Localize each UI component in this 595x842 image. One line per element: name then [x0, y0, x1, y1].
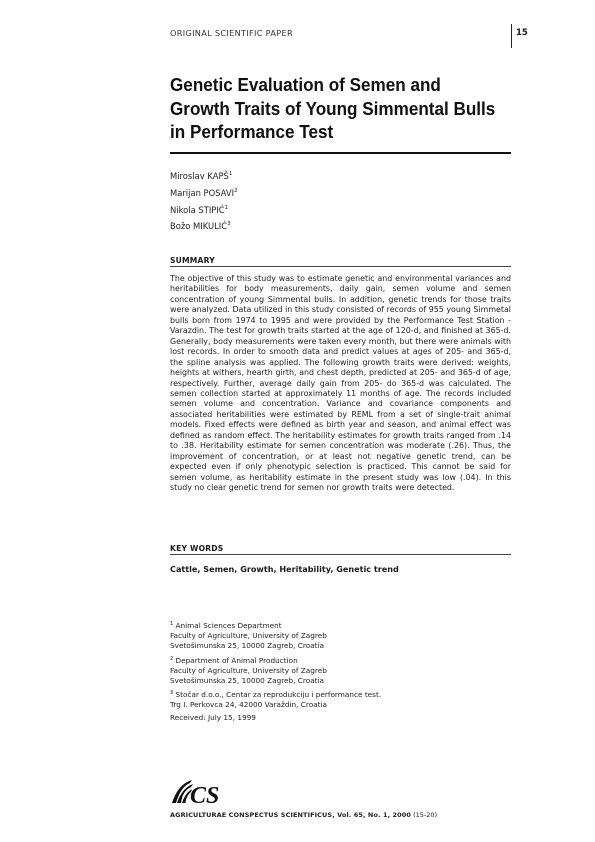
acs-logo-icon [170, 777, 228, 807]
paper-title [170, 73, 496, 144]
affiliation [170, 688, 381, 710]
affil-line: Faculty of Agriculture, University of Zagreb [170, 631, 327, 641]
affil-line: Faculty of Agriculture, University of Zagreb [170, 665, 327, 675]
summary-rule [170, 266, 511, 267]
svg-text:CS: CS [190, 783, 220, 807]
author-affil-mark: 1 [224, 204, 229, 211]
author-affil-mark: 3 [227, 221, 231, 228]
received-date: Received: July 15, 1999 [170, 712, 256, 722]
affil-mark: 1 [170, 621, 174, 627]
affil-line: Department of Animal Production [175, 655, 298, 665]
author [170, 201, 238, 218]
title-line: in Performance Test [170, 121, 334, 142]
author-affil-mark: 2 [234, 187, 238, 194]
page-number: 15 [516, 28, 528, 38]
title-line: Genetic Evaluation of Semen and [170, 74, 441, 95]
keywords-rule [170, 554, 511, 555]
keywords-text: Cattle, Semen, Growth, Heritability, Genetic trend [170, 564, 399, 574]
affil-line: Svetošimunska 25, 10000 Zagreb, Croatia [170, 676, 325, 686]
page-range: (15-20) [413, 811, 438, 819]
author-list [170, 167, 238, 234]
title-line: Growth Traits of Young Simmental Bulls [170, 97, 496, 119]
author-name: Marijan POSAVI [170, 187, 235, 198]
summary-heading: SUMMARY [170, 256, 215, 265]
affiliation [170, 619, 381, 652]
journal-footer [170, 811, 437, 819]
journal-citation: AGRICULTURAE CONSPECTUS SCIENTIFICUS, Vol. 65, No. 1, 2000 [170, 811, 411, 819]
affil-mark: 3 [170, 690, 174, 697]
affiliations [170, 619, 381, 723]
affiliation [170, 654, 381, 687]
summary-text: The objective of this study was to estimate genetic and environmental variances and heritabilities for body measurements, daily gain, semen volume and semen concentration of young Simmental bulls. In addition, genetic trends for those traits were analyzed. Data utilized in this study consisted of records of 955 young Simmetal bulls born from 1974 to 1995 and were provided by the Performance Test Station - Varazdin. The test for growth traits started at the age of 120-d, and finished at 365-d. Generally, body measurements were taken every month, but there were animals with lost records. In order to smooth data and predict values at ages of 205- and 365-d, the spline analysis was applied. The following growth traits were derived: weights, heights at withers, hearth girth, and chest depth, predicted at 205- and 365-d of age, respectively. Further, average daily gain from 205- do 365-d was calculated. The semen collection started at approximately 11 months of age. The records included semen volume and concentration. Variance and covariance components and associated heritabilities were estimated by REML from a set of single-trait animal models. Fixed effects were defined as birth year and season, and animal effect was defined as random effect. The heritability estimates for growth traits ranged from .14 to .38. Heritability estimate for semen concentration was moderate (.26). Thus, the improvement of concentration, or at least not negative genetic trend, can be expected even if only phenotypic selection is practiced. This cannot be said for semen volume, as heritability estimate in the present study was low (.04). In this study no clear genetic trend for semen nor growth traits were detected. [170, 274, 511, 493]
author-name: Božo MIKULIĆ [170, 221, 228, 232]
affil-line: Animal Sciences Department [175, 621, 282, 630]
title-rule [170, 152, 511, 154]
author [170, 217, 238, 234]
author-name: Nikola STIPIĆ [170, 204, 225, 215]
keywords-heading: KEY WORDS [170, 544, 224, 553]
author-affil-mark: 1 [228, 171, 233, 177]
author [170, 167, 238, 184]
affil-line: Trg I. Perkovca 24, 42000 Varaždin, Croatia [170, 700, 327, 710]
affil-mark: 2 [170, 655, 174, 662]
affil-line: Svetošimunska 25, 10000 Zagreb, Croatia [170, 641, 325, 651]
affil-line: Stočar d.o.o., Centar za reprodukciju i performance test. [175, 690, 382, 700]
author-name: Miroslav KAPŠ [170, 171, 229, 181]
journal-logo [170, 777, 228, 807]
header-label: ORIGINAL SCIENTIFIC PAPER [170, 28, 293, 38]
header-divider [511, 24, 512, 48]
author [170, 184, 238, 201]
